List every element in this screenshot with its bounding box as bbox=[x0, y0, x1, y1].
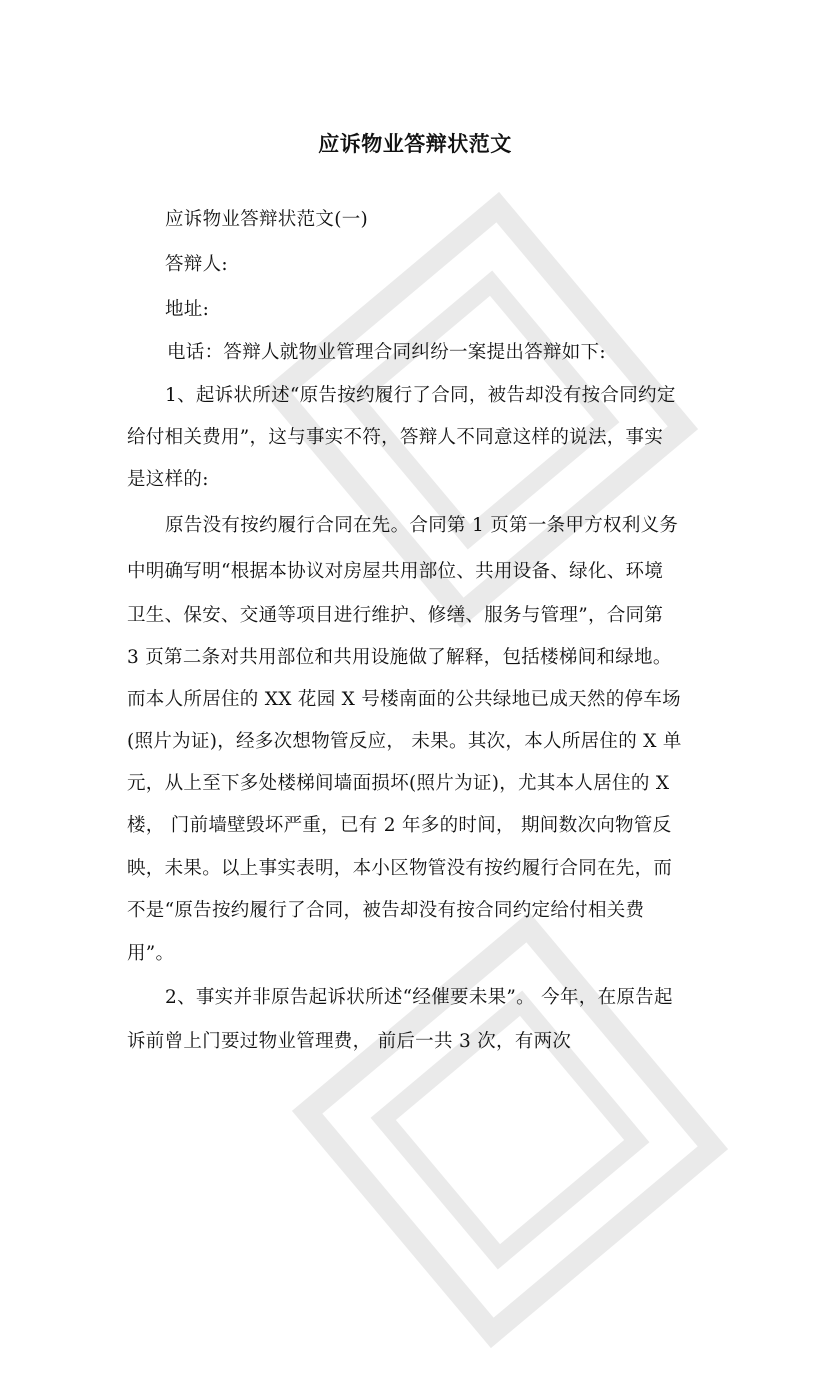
paragraph-line: 2、事实并非原告起诉状所述“经催要未果”。 今年，在原告起 bbox=[165, 987, 673, 1008]
paragraph-line: 地址: bbox=[165, 299, 210, 320]
paragraph-line: 电话：答辩人就物业管理合同纠纷一案提出答辩如下: bbox=[167, 342, 606, 363]
watermark-icon bbox=[226, 156, 733, 663]
page-title: 应诉物业答辩状范文 bbox=[318, 132, 512, 156]
paragraph-line: 卫生、保安、交通等项目进行维护、修缮、服务与管理”，合同第 bbox=[127, 605, 664, 626]
paragraph-line: 3 页第二条对共用部位和共用设施做了解释，包括楼梯间和绿地。 bbox=[127, 647, 672, 668]
paragraph-line: 中明确写明“根据本协议对房屋共用部位、共用设备、绿化、环境 bbox=[127, 561, 664, 582]
paragraph-line: (照片为证)，经多次想物管反应， 未果。其次，本人所居住的 X 单 bbox=[127, 731, 682, 752]
paragraph-line: 映，未果。以上事实表明，本小区物管没有按约履行合同在先，而 bbox=[127, 858, 673, 879]
paragraph-line: 元，从上至下多处楼梯间墙面损坏(照片为证)，尤其本人居住的 X bbox=[127, 773, 670, 794]
paragraph-line: 诉前曾上门要过物业管理费， 前后一共 3 次，有两次 bbox=[127, 1031, 572, 1052]
paragraph-line: 原告没有按约履行合同在先。合同第 1 页第一条甲方权利义务 bbox=[165, 515, 679, 536]
paragraph-line: 给付相关费用”，这与事实不符，答辩人不同意这样的说法，事实 bbox=[127, 427, 664, 448]
paragraph-line: 用”。 bbox=[127, 943, 175, 964]
paragraph-line: 而本人所居住的 XX 花园 X 号楼南面的公共绿地已成天然的停车场 bbox=[127, 689, 681, 710]
paragraph-line: 不是“原告按约履行了合同，被告却没有按合同约定给付相关费 bbox=[127, 900, 645, 921]
paragraph-line: 应诉物业答辩状范文(一) bbox=[165, 209, 369, 230]
watermark-icon bbox=[256, 876, 763, 1383]
paragraph-line: 1、起诉状所述“原告按约履行了合同，被告却没有按合同约定 bbox=[165, 385, 676, 406]
paragraph-line: 是这样的: bbox=[127, 469, 209, 490]
paragraph-line: 楼， 门前墙壁毁坏严重，已有 2 年多的时间， 期间数次向物管反 bbox=[127, 815, 672, 836]
paragraph-line: 答辩人: bbox=[165, 254, 228, 275]
